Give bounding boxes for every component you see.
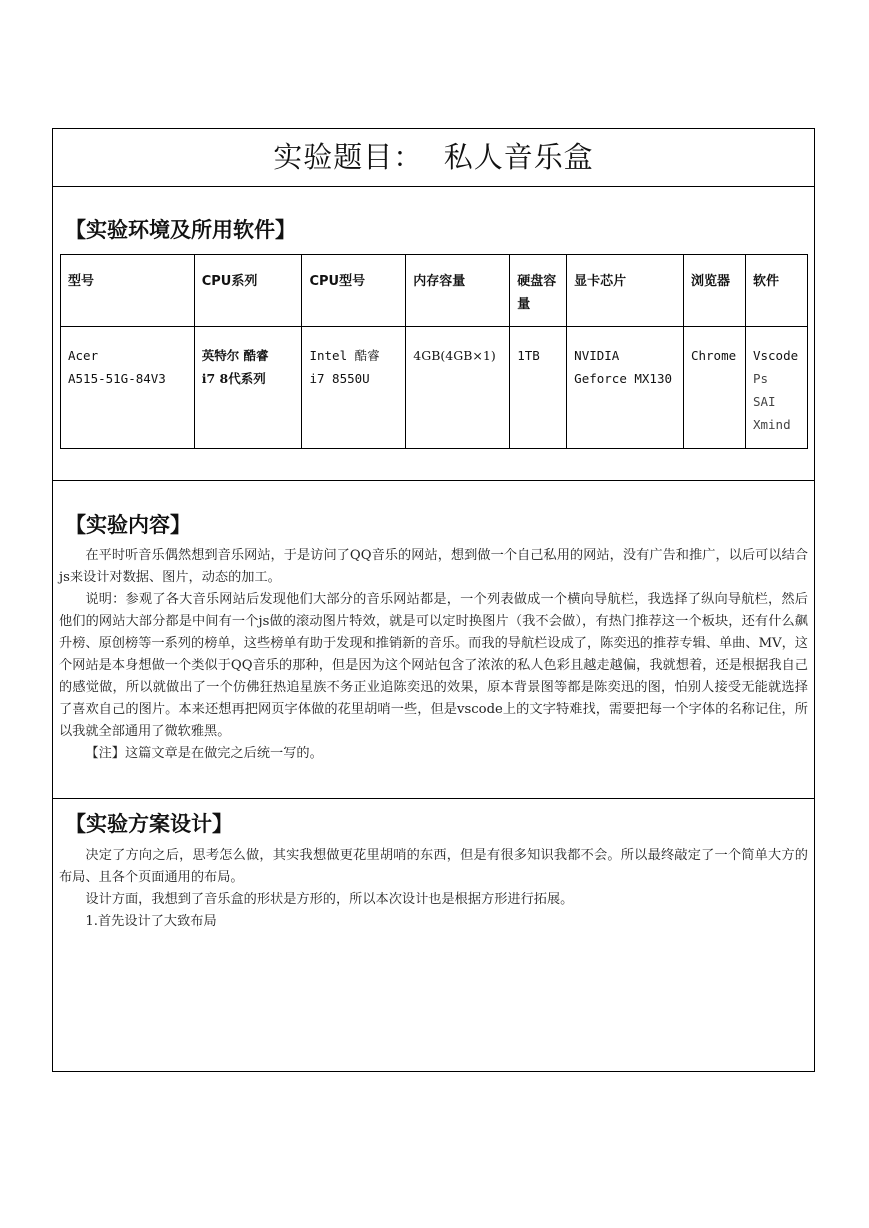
- col-header-disk: 硬盘容量: [510, 255, 567, 327]
- cell-gpu-line: NVIDIA: [574, 348, 620, 363]
- software-item: Xmind: [752, 417, 791, 432]
- content-paragraph: 在平时听音乐偶然想到音乐网站，于是访问了QQ音乐的网站，想到做一个自己私用的网站，没有广告和推广，以后可以结合js来设计对数据、图片，动态的加工。: [59, 548, 808, 585]
- cell-gpu: [567, 327, 684, 449]
- col-header-model: 型号: [61, 255, 195, 327]
- environment-heading: 【实验环境及所用软件】: [65, 218, 296, 242]
- cell-software: [745, 327, 807, 449]
- cell-memory: 4GB(4GB×1): [406, 327, 510, 449]
- content-note: 【注】这篇文章是在做完之后统一写的。: [85, 746, 323, 761]
- col-header-browser: 浏览器: [683, 255, 745, 327]
- col-header-memory: 内存容量: [406, 255, 510, 327]
- cell-disk: 1TB: [510, 327, 567, 449]
- design-paragraph: 设计方面，我想到了音乐盒的形状是方形的，所以本次设计也是根据方形进行拓展。: [85, 892, 574, 907]
- table-header-row: [61, 255, 808, 327]
- title-section: [53, 129, 814, 187]
- design-heading: 【实验方案设计】: [65, 812, 233, 836]
- content-paragraph: 说明：参观了各大音乐网站后发现他们大部分的音乐网站都是，一个列表做成一个横向导航栏，我选择了纵向导航栏，然后他们的网站大部分都是中间有一个js做的滚动图片特效，就是可以定时换图片（我不会做），有热门推荐这一个板块，还有什么飙升榜、原创榜等一系列的榜单，这些榜单有助于发现和推销新的音乐。而我的导航栏设成了，陈奕迅的推荐专辑、单曲、MV，这个网站是本身想做一个类似于QQ音乐的那种，但是因为这个网站包含了浓浓的私人色彩且越走越偏，我就想着，还是根据我自己的感觉做，所以就做出了一个仿佛狂热追星族不务正业追陈奕迅的效果，原本背景图等都是陈奕迅的图，怕别人接受无能就选择了喜欢自己的图片。本来还想再把网页字体做的花里胡哨一些，但是vscode上的文字特难找，需要把每一个字体的名称记住，所以我就全部通用了微软雅黑。: [59, 592, 808, 739]
- software-item: Ps: [752, 371, 769, 386]
- cell-model-line: A515-51G-84V3: [68, 371, 166, 386]
- cell-cpu-series-line: i7 8代系列: [201, 371, 266, 386]
- cell-browser: Chrome: [683, 327, 745, 449]
- cell-model-line: Acer: [68, 348, 99, 363]
- col-header-cpu-model: CPU型号: [302, 255, 406, 327]
- cell-model: [61, 327, 195, 449]
- page-title: 实验题目： 私人音乐盒: [273, 140, 594, 174]
- content-body: [59, 545, 808, 765]
- cell-cpu-model-line: Intel 酷睿: [309, 348, 380, 363]
- design-paragraph: 决定了方向之后，思考怎么做，其实我想做更花里胡哨的东西，但是有很多知识我都不会。所以最终敲定了一个简单大方的布局、且各个页面通用的布局。: [59, 848, 808, 885]
- col-header-cpu-series: CPU系列: [194, 255, 302, 327]
- design-body: [59, 845, 808, 933]
- cell-cpu-series: [194, 327, 302, 449]
- design-section: [53, 799, 814, 1071]
- content-heading: 【实验内容】: [65, 513, 191, 537]
- cell-cpu-model-line: i7 8550U: [309, 371, 370, 386]
- design-list-item: 1.首先设计了大致布局: [85, 914, 217, 929]
- environment-section: [53, 187, 814, 481]
- software-item: Vscode: [752, 348, 799, 363]
- table-row: [61, 327, 808, 449]
- software-item: SAI: [752, 394, 776, 409]
- cell-gpu-line: Geforce MX130: [574, 371, 673, 386]
- cell-cpu-model: [302, 327, 406, 449]
- content-section: [53, 481, 814, 799]
- cell-cpu-series-line: 英特尔 酷睿: [201, 348, 269, 363]
- col-header-software: 软件: [745, 255, 807, 327]
- spec-table: [60, 254, 808, 449]
- document-frame: [52, 128, 815, 1072]
- col-header-gpu: 显卡芯片: [567, 255, 684, 327]
